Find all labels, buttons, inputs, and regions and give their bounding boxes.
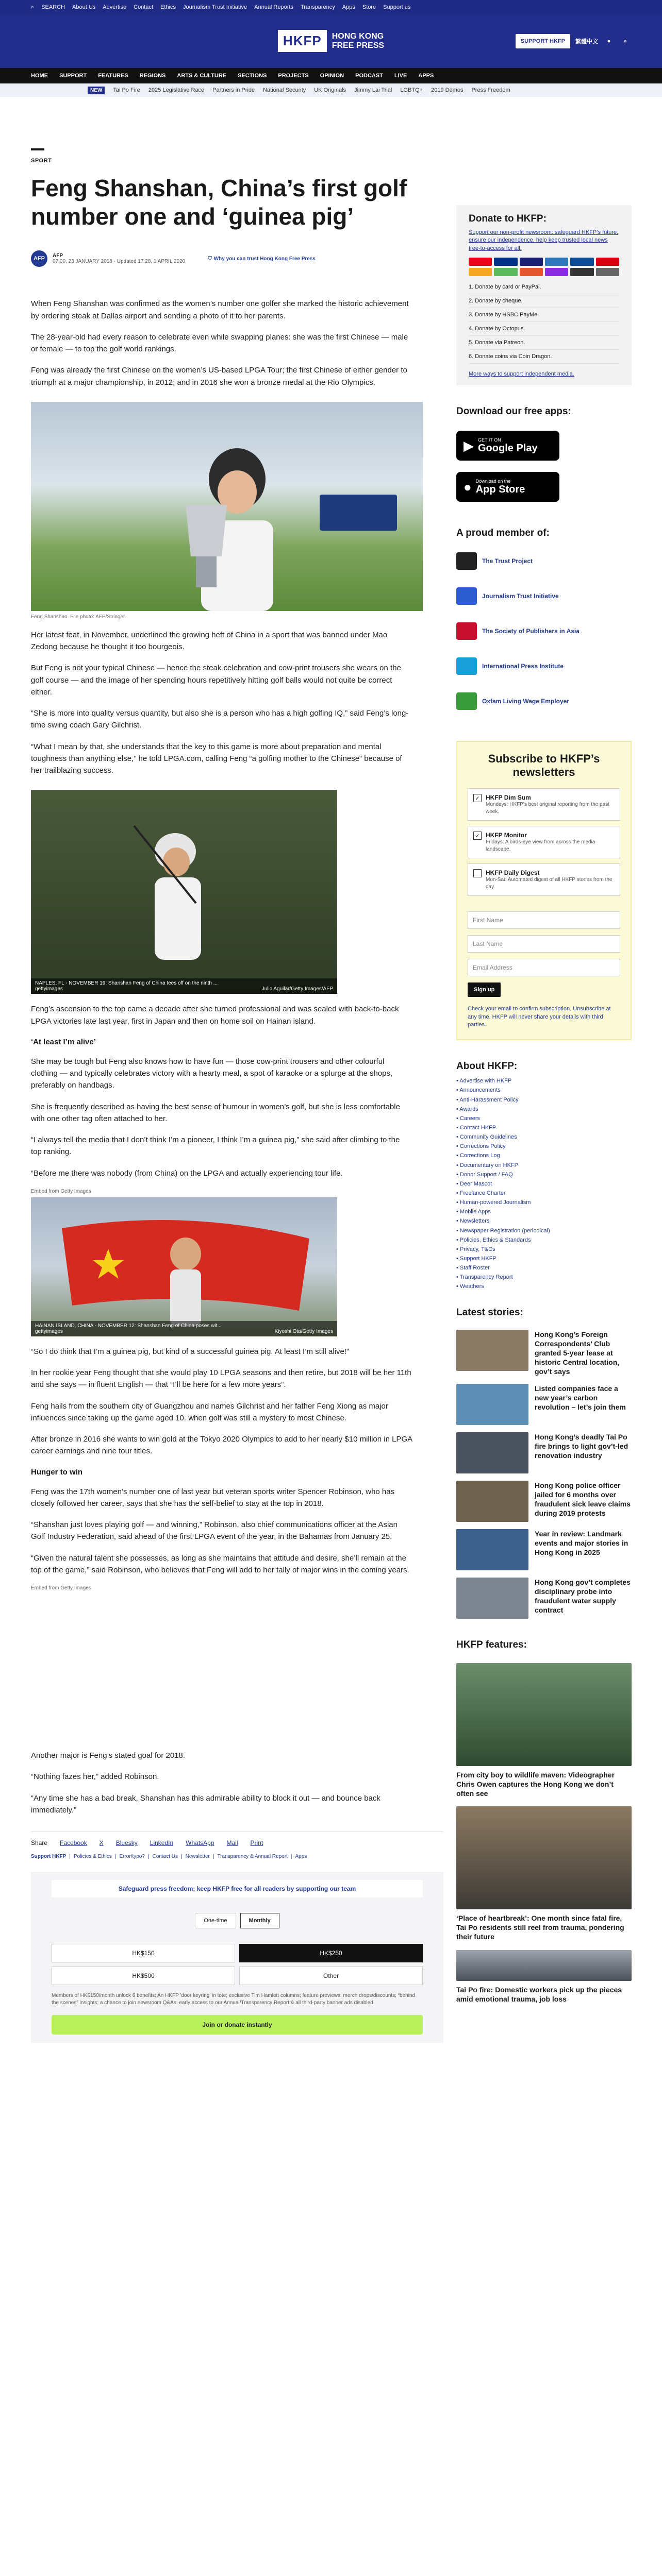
- nav-item-sections[interactable]: SECTIONS: [238, 73, 267, 79]
- share-linkedin[interactable]: LinkedIn: [150, 1839, 174, 1847]
- about-link[interactable]: • Announcements: [456, 1087, 501, 1094]
- checkbox-checked[interactable]: ✓: [473, 794, 482, 802]
- member-logo[interactable]: Oxfam Living Wage Employer: [456, 692, 632, 710]
- about-link[interactable]: • Staff Roster: [456, 1265, 490, 1272]
- topbar-link[interactable]: Store: [362, 4, 376, 10]
- donate-method[interactable]: 2. Donate by cheque.: [469, 294, 619, 308]
- bank-icon: [570, 268, 593, 276]
- article-title: Feng Shanshan, China’s first golf number one and ‘guinea pig’: [31, 175, 407, 230]
- photo-caption: Feng Shanshan. File photo: AFP/Stringer.: [31, 614, 126, 620]
- topbar-link[interactable]: Support us: [383, 4, 411, 10]
- newsletter-option[interactable]: ✓ HKFP Monitor Fridays: A birds-eye view from across the media landscape.: [468, 826, 620, 858]
- embed-label: Embed from Getty Images: [31, 1188, 91, 1194]
- feature-image: [456, 1806, 632, 1909]
- newsletter-option[interactable]: ✓ HKFP Dim Sum Mondays: HKFP’s best original reporting from the past week.: [468, 788, 620, 821]
- tab-monthly[interactable]: Monthly: [240, 1913, 279, 1928]
- paragraph: Feng was the 17th women’s number one of last year but veteran sports writer Spencer Robinson, who has closely followed her career, says that she has the self-belief to stay at the top in 2018.: [31, 1487, 395, 1508]
- paragraph: “So I do think that I’m a guinea pig, but kind of a successful guinea pig. At least I’m still alive!”: [31, 1347, 349, 1356]
- nav-item-podcast[interactable]: PODCAST: [355, 73, 383, 79]
- join-donate-button[interactable]: Join or donate instantly: [52, 2015, 423, 2035]
- golf-swing-photo-art: [31, 790, 337, 994]
- author-name[interactable]: AFP: [53, 253, 63, 259]
- story-thumbnail: [456, 1330, 528, 1371]
- share-mail[interactable]: Mail: [226, 1839, 238, 1847]
- latest-story[interactable]: Hong Kong gov’t completes disciplinary probe into fraudulent water supply contract: [456, 1578, 632, 1619]
- sidebar-heading: Donate to HKFP:: [469, 213, 547, 224]
- top-utility-bar: [0, 0, 662, 14]
- paragraph: “She is more into quality versus quantity, but also she is a person who has a high golfing IQ,” said Feng’s long-time swing coach Gary Gilchrist.: [31, 709, 409, 730]
- latest-story[interactable]: Listed companies face a new year’s carbon revolution – let’s join them: [456, 1384, 632, 1425]
- more-ways-link[interactable]: More ways to support independent media.: [469, 371, 574, 378]
- topbar-link[interactable]: SEARCH: [41, 4, 65, 10]
- footer-link[interactable]: Policies & Ethics: [73, 1854, 112, 1860]
- topbar-link[interactable]: Transparency: [300, 4, 335, 10]
- getty-logo[interactable]: gettyimages: [35, 986, 63, 992]
- about-link[interactable]: • Corrections Policy: [456, 1143, 506, 1150]
- paragraph: “Given the natural talent she possesses, as long as she maintains that attitude and desire, she’ll remain at the top of the game,” said Robinson, who believes that Feng will add to her tally of major wins in the coming years.: [31, 1553, 409, 1574]
- why-trust-label: Why you can trust Hong Kong Free Press: [213, 256, 316, 262]
- latest-story[interactable]: Hong Kong police officer jailed for 6 months over fraudulent sick leave claims during 2019 protests: [456, 1481, 632, 1522]
- main-nav: [0, 68, 662, 83]
- getty-caption: NAPLES, FL - NOVEMBER 19: Shanshan Feng of China tees off on the ninth ...: [35, 980, 218, 987]
- language-switch[interactable]: 繁體中文: [575, 39, 598, 45]
- paragraph: “I always tell the media that I don’t think I’m a pioneer, I think I’m a guinea pig,” she said after climbing to the top ranking.: [31, 1136, 400, 1157]
- article: [31, 97, 443, 2043]
- tab-one-time[interactable]: One-time: [195, 1913, 236, 1928]
- trophy-photo-art: [31, 402, 423, 611]
- story-thumbnail: [456, 1432, 528, 1473]
- paragraph: The 28-year-old had every reason to celebrate even while swapping planes: she was the first Chinese — male or female — to top the golf world rankings.: [31, 332, 408, 354]
- story-thumbnail: [456, 1481, 528, 1522]
- visa-icon: [520, 258, 543, 266]
- why-trust-link[interactable]: [208, 256, 316, 262]
- article-footer-links: Support HKFP | Policies & Ethics | Error/typo? | Contact Us | Newsletter | Transparency & Annual Report | Apps: [31, 1854, 307, 1860]
- trending-link[interactable]: 2025 Legislative Race: [148, 87, 205, 93]
- share-facebook[interactable]: Facebook: [60, 1839, 87, 1847]
- paragraph: “What I mean by that, she understands that the key to this game is more about preparation and mental toughness than anything else,” he told LPGA.com, calling Feng “a golfing mother to the Chinese” because of her trailblazing success.: [31, 742, 402, 775]
- paragraph: “Shanshan just loves playing golf — and winning,” Robinson, also chief communications officer at the Asian Golf Industry Federation, said ahead of the first LPGA event of the year, in the Bahamas from January 25.: [31, 1520, 398, 1541]
- sopa-icon: [456, 622, 477, 640]
- feature-image: [456, 1663, 632, 1766]
- photo-trophy: [31, 402, 423, 611]
- sidebar-heading: Download our free apps:: [456, 406, 571, 417]
- donate-widget: [31, 1872, 443, 2043]
- about-link[interactable]: • Newspaper Registration (periodical): [456, 1227, 550, 1234]
- mastercard-icon: [469, 258, 492, 266]
- nav-item-arts[interactable]: ARTS & CULTURE: [177, 73, 227, 79]
- about-link[interactable]: • Privacy, T&Cs: [456, 1246, 495, 1252]
- embed-label: Embed from Getty Images: [31, 1585, 91, 1591]
- getty-logo[interactable]: gettyimages: [35, 1328, 63, 1334]
- search-icon[interactable]: ⌕: [31, 4, 35, 10]
- title-rule: [31, 148, 44, 150]
- patreon-icon: [520, 268, 543, 276]
- octopus-icon: [469, 268, 492, 276]
- footer-link[interactable]: Transparency & Annual Report: [217, 1854, 288, 1860]
- subheading: Hunger to win: [31, 1467, 82, 1477]
- getty-credit: Kiyoshi Ota/Getty Images: [274, 1328, 333, 1334]
- footer-link[interactable]: Contact Us: [152, 1854, 178, 1860]
- trending-bar: [0, 83, 662, 97]
- share-print[interactable]: Print: [250, 1839, 263, 1847]
- latest-story[interactable]: Hong Kong’s deadly Tai Po fire brings to light gov’t-led renovation industry: [456, 1432, 632, 1473]
- about-link[interactable]: • Anti-Harassment Policy: [456, 1096, 519, 1103]
- about-link[interactable]: • Community Guidelines: [456, 1134, 517, 1141]
- paragraph: Feng hails from the southern city of Guangzhou and names Gilchrist and her father Feng Xiong as major influences since taking up the game aged 10. when golf was still a mystery to most Chinese.: [31, 1401, 388, 1422]
- topbar-link[interactable]: Contact: [134, 4, 154, 10]
- story-thumbnail: [456, 1384, 528, 1425]
- topbar-link[interactable]: Apps: [342, 4, 355, 10]
- trending-link[interactable]: National Security: [263, 87, 306, 93]
- latest-story[interactable]: Hong Kong’s Foreign Correspondents’ Club granted 5-year lease at historic Central location, gov’t says: [456, 1330, 632, 1377]
- trending-link[interactable]: Partners in Pride: [212, 87, 255, 93]
- paragraph: She is frequently described as having the best sense of humour in women’s golf, but she is less comfortable with one other tag often attached to her.: [31, 1102, 400, 1123]
- paragraph: Her latest feat, in November, underlined the growing heft of China in a sport that was banned under Mao Zedong because he thought it too bourgeois.: [31, 630, 388, 652]
- feature-story[interactable]: ‘Place of heartbreak’: One month since fatal fire, Tai Po residents still reel from trauma, pondering their future: [456, 1806, 632, 1942]
- about-link[interactable]: • Careers: [456, 1115, 481, 1122]
- app-store-badge[interactable]: ● Download on the App Store: [456, 472, 559, 502]
- paragraph: “Any time she has a bad break, Shanshan has this admirable ability to block it out — and bounce back immediately.”: [31, 1793, 380, 1815]
- payment-logos: [469, 258, 619, 276]
- jcb-icon: [570, 258, 593, 266]
- about-links: [456, 1076, 632, 1291]
- about-link[interactable]: • Mobile Apps: [456, 1209, 491, 1215]
- amount-option[interactable]: HK$500: [52, 1967, 235, 1985]
- support-hkfp-button[interactable]: SUPPORT HKFP: [516, 34, 570, 48]
- nav-item-live[interactable]: LIVE: [394, 73, 407, 79]
- about-link[interactable]: • Freelance Charter: [456, 1190, 506, 1197]
- getty-credit: Julio Aguilar/Getty Images/AFP: [261, 986, 333, 992]
- about-link[interactable]: • Contact HKFP: [456, 1125, 496, 1131]
- paragraph: In her rookie year Feng thought that she would play 10 LPGA seasons and then retire, but 2018 will be her 11th and she says — in fluent English — that “I’ll be here for a few more years”.: [31, 1368, 411, 1389]
- amex-icon: [545, 258, 568, 266]
- footer-link[interactable]: Error/typo?: [119, 1854, 145, 1860]
- donate-sidebar: [456, 205, 632, 385]
- about-link[interactable]: • Donor Support / FAQ: [456, 1171, 513, 1178]
- donate-method[interactable]: 1. Donate by card or PayPal.: [469, 280, 619, 294]
- feature-story[interactable]: From city boy to wildlife maven: Videographer Chris Owen captures the Hong Kong we don’t often see: [456, 1663, 632, 1799]
- story-thumbnail: [456, 1529, 528, 1570]
- paragraph: But Feng is not your typical Chinese — hence the steak celebration and cow-print trousers she wears on the golf course — and the image of her spending hours repetitively hitting golf balls would not quite be correct either.: [31, 664, 401, 697]
- coin-icon: [545, 268, 568, 276]
- topbar-link[interactable]: Advertise: [103, 4, 127, 10]
- member-logo[interactable]: International Press Institute: [456, 657, 632, 675]
- nav-item-home[interactable]: HOME: [31, 73, 48, 79]
- getty-embed-1[interactable]: [31, 790, 337, 994]
- footer-link[interactable]: Support HKFP: [31, 1854, 67, 1860]
- sidebar: [456, 97, 632, 2004]
- newsletter-signup: [456, 741, 632, 1040]
- article-category[interactable]: SPORT: [31, 158, 52, 164]
- sidebar-heading: Latest stories:: [456, 1307, 523, 1318]
- member-logo[interactable]: The Society of Publishers in Asia: [456, 622, 632, 640]
- paragraph: Feng was already the first Chinese on the women’s US-based LPGA Tour; the first Chinese of either gender to triumph at a major championship, in 2012; and in 2016 she won a bronze medal at the Rio Olympics.: [31, 366, 407, 387]
- logo-mark: HKFP: [278, 30, 327, 52]
- footer-link[interactable]: Newsletter: [185, 1854, 210, 1860]
- trending-link[interactable]: LGBTQ+: [400, 87, 423, 93]
- donate-intro[interactable]: Support our non-profit newsroom: safeguard HKFP’s future, ensure our independence, help keep trusted local news free-to-access for all.: [469, 229, 619, 251]
- member-logo[interactable]: The Trust Project: [456, 552, 632, 570]
- trending-link[interactable]: 2019 Demos: [431, 87, 464, 93]
- paragraph: After bronze in 2016 she wants to win gold at the Tokyo 2020 Olympics to add to her nearly $10 million in LPGA career earnings and nine tour titles.: [31, 1435, 412, 1456]
- site-logo[interactable]: [278, 30, 384, 52]
- jti-icon: [456, 587, 477, 605]
- about-link[interactable]: • Human-powered Journalism: [456, 1199, 531, 1206]
- feature-image: [456, 1950, 632, 1981]
- share-label: Share: [31, 1839, 48, 1847]
- logo-line1: HONG KONG: [332, 31, 384, 41]
- sidebar-heading: About HKFP:: [456, 1061, 518, 1072]
- topbar-link[interactable]: Annual Reports: [254, 4, 293, 10]
- feature-story[interactable]: Tai Po fire: Domestic workers pick up the pieces amid emotional trauma, job loss: [456, 1950, 632, 2004]
- apple-icon: ●: [464, 479, 472, 495]
- about-link[interactable]: • Advertise with HKFP: [456, 1078, 512, 1084]
- site-header: [0, 14, 662, 68]
- about-link[interactable]: • Awards: [456, 1106, 478, 1112]
- nav-item-features[interactable]: FEATURES: [98, 73, 128, 79]
- nav-item-projects[interactable]: PROJECTS: [278, 73, 309, 79]
- about-link[interactable]: • Newsletters: [456, 1218, 490, 1225]
- fps-icon: [494, 268, 517, 276]
- about-link[interactable]: • Transparency Report: [456, 1274, 513, 1281]
- paragraph: Feng’s ascension to the top came a decade after she turned professional and was sealed with back-to-back LPGA victories late last year, first in Japan and then on home soil on Hainan island.: [31, 1005, 399, 1026]
- share-bluesky[interactable]: Bluesky: [115, 1839, 138, 1847]
- donate-method[interactable]: 5. Donate via Patreon.: [469, 336, 619, 350]
- getty-embed-2[interactable]: [31, 1197, 337, 1336]
- about-link[interactable]: • Corrections Log: [456, 1153, 500, 1159]
- about-link[interactable]: • Support HKFP: [456, 1256, 496, 1262]
- google-play-badge[interactable]: ▶ GET IT ON Google Play: [456, 431, 559, 461]
- newsletter-title: Subscribe to HKFP’s newsletters: [488, 752, 600, 779]
- amount-option-selected[interactable]: HK$250: [239, 1944, 423, 1962]
- shield-icon: ⛉: [208, 256, 212, 262]
- first-name-input[interactable]: First Name: [468, 911, 620, 929]
- paragraph: “Before me there was nobody (from China) on the LPGA and actually experiencing tour life.: [31, 1168, 343, 1178]
- nav-item-apps[interactable]: APPS: [418, 73, 434, 79]
- latest-story[interactable]: Year in review: Landmark events and major stories in Hong Kong in 2025: [456, 1529, 632, 1570]
- newsletter-note: Check your email to confirm subscription. Unsubscribe at any time. HKFP will never share your details with third parties.: [468, 1006, 611, 1028]
- share-x[interactable]: X: [99, 1839, 104, 1847]
- trending-link[interactable]: UK Originals: [314, 87, 346, 93]
- flag-photo-art: [31, 1197, 337, 1336]
- paragraph: When Feng Shanshan was confirmed as the women’s number one golfer she marked the historic achievement by ordering steak at Dallas airport and sending a photo of it to her parents.: [31, 299, 409, 320]
- subheading: ‘At least I’m alive’: [31, 1037, 96, 1046]
- about-link[interactable]: • Weathers: [456, 1283, 484, 1290]
- payme-icon: [596, 258, 619, 266]
- donate-method[interactable]: 6. Donate coins via Coin Dragon.: [469, 350, 619, 364]
- share-bar: [31, 1832, 443, 1846]
- about-link[interactable]: • Documentary on HKFP: [456, 1162, 519, 1168]
- trending-link[interactable]: Tai Po Fire: [113, 87, 140, 93]
- paypal-icon: [494, 258, 517, 266]
- trust-project-icon: [456, 552, 477, 570]
- share-whatsapp[interactable]: WhatsApp: [186, 1839, 214, 1847]
- email-input[interactable]: Email Address: [468, 959, 620, 976]
- updated-date: Updated 17:28, 1 APRIL 2020: [117, 259, 186, 265]
- cheque-icon: [596, 268, 619, 276]
- membership-benefits: Members of HK$150/month unlock 6 benefits: An HKFP 'door keyring' in tote; exclusive Tim Hamlett columns; feature previews; merch drops/discounts; “behind the scenes” insights; a chance to join newsroom Q&As; early access to our Annual/Transparency Report & all third-party banner ads disabled.: [52, 1993, 416, 2006]
- checkbox-checked[interactable]: ✓: [473, 832, 482, 840]
- nav-item-support[interactable]: SUPPORT: [59, 73, 87, 79]
- nav-item-opinion[interactable]: OPINION: [320, 73, 344, 79]
- published-date: 07:00, 23 JANUARY 2018: [53, 259, 112, 265]
- search-icon[interactable]: ⌕: [623, 38, 627, 44]
- logo-line2: FREE PRESS: [332, 41, 385, 50]
- paragraph: Another major is Feng’s stated goal for 2018.: [31, 1751, 186, 1760]
- newsletter-option[interactable]: HKFP Daily Digest Mon-Sat: Automated digest of all HKFP stories from the day.: [468, 863, 620, 896]
- getty-caption: HAINAN ISLAND, CHINA - NOVEMBER 12: Shanshan Feng of China poses wit...: [35, 1323, 222, 1329]
- author-avatar[interactable]: AFP: [31, 250, 47, 267]
- member-logo[interactable]: Journalism Trust Initiative: [456, 587, 632, 605]
- amount-option[interactable]: HK$150: [52, 1944, 235, 1962]
- donate-method[interactable]: 3. Donate by HSBC PayMe.: [469, 308, 619, 322]
- nav-item-regions[interactable]: REGIONS: [139, 73, 166, 79]
- about-link[interactable]: • Deer Mascot: [456, 1180, 492, 1187]
- footer-link[interactable]: Apps: [295, 1854, 307, 1860]
- account-icon[interactable]: ●: [607, 38, 611, 44]
- new-badge: NEW: [88, 87, 105, 94]
- paragraph: She may be tough but Feng also knows how to have fun — those cow-print trousers and other colourful clothing — and typically celebrates victory with a hearty meal, a spot of karaoke or a splurge at the shops, preferably on handbags.: [31, 1057, 393, 1090]
- topbar-link[interactable]: Ethics: [160, 4, 176, 10]
- oxfam-icon: [456, 692, 477, 710]
- sign-up-button[interactable]: Sign up: [468, 982, 501, 997]
- paragraph: “Nothing fazes her,” added Robinson.: [31, 1772, 159, 1782]
- story-thumbnail: [456, 1578, 528, 1619]
- checkbox-unchecked[interactable]: [473, 869, 482, 877]
- google-play-icon: ▶: [464, 437, 474, 453]
- sidebar-heading: A proud member of:: [456, 528, 550, 539]
- sidebar-heading: HKFP features:: [456, 1639, 527, 1650]
- last-name-input[interactable]: Last Name: [468, 935, 620, 953]
- trending-link[interactable]: Press Freedom: [471, 87, 510, 93]
- embed-placeholder: [31, 1591, 443, 1740]
- topbar-link[interactable]: Journalism Trust Initiative: [183, 4, 247, 10]
- donate-method[interactable]: 4. Donate by Octopus.: [469, 322, 619, 336]
- about-link[interactable]: • Policies, Ethics & Standards: [456, 1236, 531, 1243]
- amount-option-other[interactable]: Other: [239, 1967, 423, 1985]
- topbar-link[interactable]: About Us: [72, 4, 96, 10]
- ipi-icon: [456, 657, 477, 675]
- donate-widget-title: Safeguard press freedom; keep HKFP free for all readers by supporting our team: [52, 1880, 423, 1897]
- trending-link[interactable]: Jimmy Lai Trial: [354, 87, 392, 93]
- byline: AFP AFP 07:00, 23 JANUARY 2018 · Updated 17:28, 1 APRIL 2020 ⛉ Why you can trust Hong Kong Free Press: [31, 250, 443, 267]
